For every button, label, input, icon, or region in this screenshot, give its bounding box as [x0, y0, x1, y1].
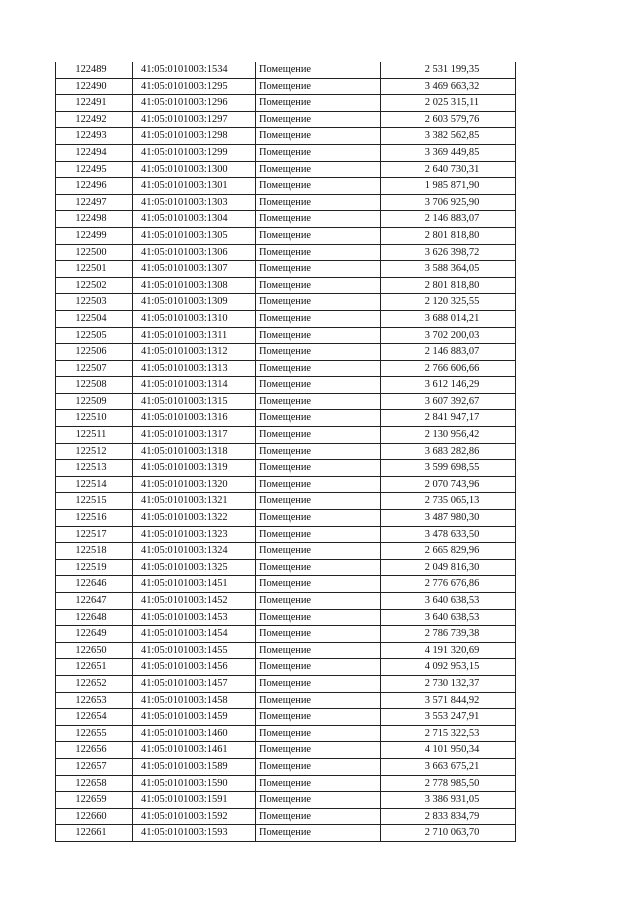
object-type-cell: Помещение [256, 443, 381, 460]
cadastral-number-cell: 41:05:0101003:1318 [133, 443, 256, 460]
cadastral-number-cell: 41:05:0101003:1456 [133, 659, 256, 676]
table-row [56, 559, 516, 576]
cadastral-number-cell: 41:05:0101003:1304 [133, 211, 256, 228]
cadastral-number-cell: 41:05:0101003:1452 [133, 593, 256, 610]
table-row [56, 294, 516, 311]
cadastral-value-cell: 3 382 562,85 [381, 128, 516, 145]
row-number-cell: 122493 [56, 128, 133, 145]
row-number-cell: 122496 [56, 178, 133, 195]
object-type-cell: Помещение [256, 675, 381, 692]
cadastral-number-cell: 41:05:0101003:1306 [133, 244, 256, 261]
table-row [56, 725, 516, 742]
object-type-cell: Помещение [256, 111, 381, 128]
table-row [56, 443, 516, 460]
row-number-cell: 122652 [56, 675, 133, 692]
object-type-cell: Помещение [256, 775, 381, 792]
table-row [56, 78, 516, 95]
object-type-cell: Помещение [256, 78, 381, 95]
table-row [56, 460, 516, 477]
cadastral-number-cell: 41:05:0101003:1321 [133, 493, 256, 510]
object-type-cell: Помещение [256, 825, 381, 842]
row-number-cell: 122514 [56, 476, 133, 493]
cadastral-value-cell: 2 710 063,70 [381, 825, 516, 842]
table-row [56, 593, 516, 610]
object-type-cell: Помещение [256, 808, 381, 825]
cadastral-number-cell: 41:05:0101003:1593 [133, 825, 256, 842]
cadastral-value-cell: 2 665 829,96 [381, 543, 516, 560]
object-type-cell: Помещение [256, 360, 381, 377]
table-row [56, 659, 516, 676]
cadastral-number-cell: 41:05:0101003:1312 [133, 344, 256, 361]
cadastral-number-cell: 41:05:0101003:1307 [133, 261, 256, 278]
object-type-cell: Помещение [256, 526, 381, 543]
row-number-cell: 122503 [56, 294, 133, 311]
table-row [56, 360, 516, 377]
object-type-cell: Помещение [256, 377, 381, 394]
row-number-cell: 122661 [56, 825, 133, 842]
table-row [56, 692, 516, 709]
object-type-cell: Помещение [256, 194, 381, 211]
cadastral-value-cell: 3 469 663,32 [381, 78, 516, 95]
table-row [56, 62, 516, 78]
cadastral-value-cell: 3 487 980,30 [381, 510, 516, 527]
table-row [56, 709, 516, 726]
row-number-cell: 122511 [56, 427, 133, 444]
cadastral-value-cell: 2 715 322,53 [381, 725, 516, 742]
cadastral-number-cell: 41:05:0101003:1309 [133, 294, 256, 311]
table-body [56, 62, 516, 841]
row-number-cell: 122648 [56, 609, 133, 626]
cadastral-number-cell: 41:05:0101003:1451 [133, 576, 256, 593]
cadastral-number-cell: 41:05:0101003:1460 [133, 725, 256, 742]
object-type-cell: Помещение [256, 227, 381, 244]
row-number-cell: 122651 [56, 659, 133, 676]
cadastral-number-cell: 41:05:0101003:1453 [133, 609, 256, 626]
row-number-cell: 122499 [56, 227, 133, 244]
table-row [56, 277, 516, 294]
table-row [56, 261, 516, 278]
row-number-cell: 122504 [56, 310, 133, 327]
table-row [56, 211, 516, 228]
row-number-cell: 122656 [56, 742, 133, 759]
table-row [56, 576, 516, 593]
cadastral-number-cell: 41:05:0101003:1315 [133, 393, 256, 410]
table-row [56, 244, 516, 261]
table-row [56, 178, 516, 195]
cadastral-number-cell: 41:05:0101003:1458 [133, 692, 256, 709]
row-number-cell: 122492 [56, 111, 133, 128]
cadastral-number-cell: 41:05:0101003:1323 [133, 526, 256, 543]
object-type-cell: Помещение [256, 460, 381, 477]
cadastral-number-cell: 41:05:0101003:1455 [133, 642, 256, 659]
table-row [56, 526, 516, 543]
object-type-cell: Помещение [256, 244, 381, 261]
table-row [56, 427, 516, 444]
row-number-cell: 122494 [56, 144, 133, 161]
row-number-cell: 122516 [56, 510, 133, 527]
cadastral-value-cell: 3 683 282,86 [381, 443, 516, 460]
row-number-cell: 122510 [56, 410, 133, 427]
cadastral-number-cell: 41:05:0101003:1534 [133, 62, 256, 78]
object-type-cell: Помещение [256, 211, 381, 228]
cadastral-value-cell: 4 191 320,69 [381, 642, 516, 659]
row-number-cell: 122489 [56, 62, 133, 78]
table-row [56, 410, 516, 427]
object-type-cell: Помещение [256, 62, 381, 78]
cadastral-value-cell: 2 841 947,17 [381, 410, 516, 427]
cadastral-value-cell: 2 833 834,79 [381, 808, 516, 825]
cadastral-value-cell: 3 612 146,29 [381, 377, 516, 394]
table-row [56, 194, 516, 211]
cadastral-value-cell: 2 801 818,80 [381, 277, 516, 294]
cadastral-value-cell: 3 571 844,92 [381, 692, 516, 709]
cadastral-number-cell: 41:05:0101003:1308 [133, 277, 256, 294]
table-row [56, 111, 516, 128]
object-type-cell: Помещение [256, 128, 381, 145]
object-type-cell: Помещение [256, 427, 381, 444]
table-row [56, 128, 516, 145]
cadastral-value-cell: 1 985 871,90 [381, 178, 516, 195]
object-type-cell: Помещение [256, 277, 381, 294]
row-number-cell: 122658 [56, 775, 133, 792]
table-row [56, 642, 516, 659]
cadastral-value-cell: 2 766 606,66 [381, 360, 516, 377]
cadastral-value-cell: 2 778 985,50 [381, 775, 516, 792]
object-type-cell: Помещение [256, 393, 381, 410]
table-row [56, 493, 516, 510]
table-row [56, 227, 516, 244]
cadastral-value-cell: 3 553 247,91 [381, 709, 516, 726]
cadastral-number-cell: 41:05:0101003:1295 [133, 78, 256, 95]
cadastral-value-cell: 3 640 638,53 [381, 609, 516, 626]
cadastral-number-cell: 41:05:0101003:1461 [133, 742, 256, 759]
row-number-cell: 122650 [56, 642, 133, 659]
cadastral-value-cell: 3 478 633,50 [381, 526, 516, 543]
table-row [56, 393, 516, 410]
cadastral-value-cell: 2 070 743,96 [381, 476, 516, 493]
cadastral-value-cell: 2 146 883,07 [381, 344, 516, 361]
row-number-cell: 122495 [56, 161, 133, 178]
cadastral-number-cell: 41:05:0101003:1303 [133, 194, 256, 211]
cadastral-value-cell: 3 706 925,90 [381, 194, 516, 211]
row-number-cell: 122505 [56, 327, 133, 344]
row-number-cell: 122647 [56, 593, 133, 610]
object-type-cell: Помещение [256, 725, 381, 742]
object-type-cell: Помещение [256, 476, 381, 493]
cadastral-number-cell: 41:05:0101003:1591 [133, 792, 256, 809]
cadastral-number-cell: 41:05:0101003:1305 [133, 227, 256, 244]
cadastral-value-cell: 3 588 364,05 [381, 261, 516, 278]
cadastral-number-cell: 41:05:0101003:1317 [133, 427, 256, 444]
table-row [56, 742, 516, 759]
row-number-cell: 122659 [56, 792, 133, 809]
object-type-cell: Помещение [256, 792, 381, 809]
object-type-cell: Помещение [256, 178, 381, 195]
row-number-cell: 122507 [56, 360, 133, 377]
row-number-cell: 122646 [56, 576, 133, 593]
cadastral-number-cell: 41:05:0101003:1590 [133, 775, 256, 792]
cadastral-value-cell: 4 101 950,34 [381, 742, 516, 759]
object-type-cell: Помещение [256, 742, 381, 759]
object-type-cell: Помещение [256, 609, 381, 626]
cadastral-value-cell: 3 702 200,03 [381, 327, 516, 344]
object-type-cell: Помещение [256, 758, 381, 775]
table-row [56, 758, 516, 775]
cadastral-number-cell: 41:05:0101003:1314 [133, 377, 256, 394]
object-type-cell: Помещение [256, 327, 381, 344]
row-number-cell: 122512 [56, 443, 133, 460]
row-number-cell: 122500 [56, 244, 133, 261]
row-number-cell: 122657 [56, 758, 133, 775]
table-row [56, 675, 516, 692]
table-row [56, 161, 516, 178]
cadastral-number-cell: 41:05:0101003:1320 [133, 476, 256, 493]
row-number-cell: 122518 [56, 543, 133, 560]
object-type-cell: Помещение [256, 709, 381, 726]
object-type-cell: Помещение [256, 493, 381, 510]
object-type-cell: Помещение [256, 659, 381, 676]
object-type-cell: Помещение [256, 344, 381, 361]
row-number-cell: 122653 [56, 692, 133, 709]
table-row [56, 327, 516, 344]
cadastral-number-cell: 41:05:0101003:1454 [133, 626, 256, 643]
row-number-cell: 122506 [56, 344, 133, 361]
row-number-cell: 122649 [56, 626, 133, 643]
cadastral-number-cell: 41:05:0101003:1298 [133, 128, 256, 145]
table-row [56, 543, 516, 560]
cadastral-value-cell: 2 735 065,13 [381, 493, 516, 510]
cadastral-value-cell: 4 092 953,15 [381, 659, 516, 676]
cadastral-number-cell: 41:05:0101003:1457 [133, 675, 256, 692]
object-type-cell: Помещение [256, 144, 381, 161]
cadastral-value-cell: 3 369 449,85 [381, 144, 516, 161]
cadastral-value-cell: 3 607 392,67 [381, 393, 516, 410]
cadastral-value-cell: 3 640 638,53 [381, 593, 516, 610]
cadastral-value-cell: 2 603 579,76 [381, 111, 516, 128]
row-number-cell: 122517 [56, 526, 133, 543]
object-type-cell: Помещение [256, 692, 381, 709]
cadastral-number-cell: 41:05:0101003:1300 [133, 161, 256, 178]
cadastral-value-cell: 3 386 931,05 [381, 792, 516, 809]
table-row [56, 510, 516, 527]
object-type-cell: Помещение [256, 559, 381, 576]
table-row [56, 792, 516, 809]
object-type-cell: Помещение [256, 294, 381, 311]
table-row [56, 344, 516, 361]
object-type-cell: Помещение [256, 410, 381, 427]
table-row [56, 144, 516, 161]
row-number-cell: 122509 [56, 393, 133, 410]
row-number-cell: 122508 [56, 377, 133, 394]
cadastral-number-cell: 41:05:0101003:1589 [133, 758, 256, 775]
cadastral-value-cell: 2 146 883,07 [381, 211, 516, 228]
object-type-cell: Помещение [256, 95, 381, 112]
object-type-cell: Помещение [256, 310, 381, 327]
table-row [56, 310, 516, 327]
object-type-cell: Помещение [256, 642, 381, 659]
table-row [56, 775, 516, 792]
cadastral-value-cell: 2 120 325,55 [381, 294, 516, 311]
cadastral-number-cell: 41:05:0101003:1297 [133, 111, 256, 128]
cadastral-value-cell: 2 130 956,42 [381, 427, 516, 444]
cadastral-value-cell: 2 049 816,30 [381, 559, 516, 576]
cadastral-number-cell: 41:05:0101003:1325 [133, 559, 256, 576]
cadastral-number-cell: 41:05:0101003:1301 [133, 178, 256, 195]
table-row [56, 609, 516, 626]
object-type-cell: Помещение [256, 261, 381, 278]
row-number-cell: 122491 [56, 95, 133, 112]
cadastral-value-cell: 2 531 199,35 [381, 62, 516, 78]
cadastral-value-cell: 2 801 818,80 [381, 227, 516, 244]
row-number-cell: 122660 [56, 808, 133, 825]
cadastral-number-cell: 41:05:0101003:1592 [133, 808, 256, 825]
cadastral-number-cell: 41:05:0101003:1296 [133, 95, 256, 112]
object-type-cell: Помещение [256, 593, 381, 610]
cadastral-value-cell: 2 786 739,38 [381, 626, 516, 643]
cadastral-number-cell: 41:05:0101003:1299 [133, 144, 256, 161]
cadastral-number-cell: 41:05:0101003:1459 [133, 709, 256, 726]
cadastral-number-cell: 41:05:0101003:1310 [133, 310, 256, 327]
row-number-cell: 122498 [56, 211, 133, 228]
cadastral-value-cell: 3 688 014,21 [381, 310, 516, 327]
table-row [56, 825, 516, 842]
cadastral-value-cell: 2 730 132,37 [381, 675, 516, 692]
row-number-cell: 122490 [56, 78, 133, 95]
table-row [56, 808, 516, 825]
row-number-cell: 122515 [56, 493, 133, 510]
cadastral-value-cell: 3 663 675,21 [381, 758, 516, 775]
row-number-cell: 122654 [56, 709, 133, 726]
row-number-cell: 122513 [56, 460, 133, 477]
table-row [56, 476, 516, 493]
cadastral-value-table [55, 62, 516, 842]
table-row [56, 377, 516, 394]
table-row [56, 95, 516, 112]
cadastral-number-cell: 41:05:0101003:1316 [133, 410, 256, 427]
cadastral-value-cell: 2 640 730,31 [381, 161, 516, 178]
row-number-cell: 122502 [56, 277, 133, 294]
object-type-cell: Помещение [256, 543, 381, 560]
row-number-cell: 122519 [56, 559, 133, 576]
cadastral-value-cell: 3 599 698,55 [381, 460, 516, 477]
cadastral-value-cell: 2 025 315,11 [381, 95, 516, 112]
object-type-cell: Помещение [256, 510, 381, 527]
cadastral-value-cell: 3 626 398,72 [381, 244, 516, 261]
cadastral-number-cell: 41:05:0101003:1319 [133, 460, 256, 477]
object-type-cell: Помещение [256, 576, 381, 593]
cadastral-number-cell: 41:05:0101003:1324 [133, 543, 256, 560]
row-number-cell: 122497 [56, 194, 133, 211]
object-type-cell: Помещение [256, 161, 381, 178]
object-type-cell: Помещение [256, 626, 381, 643]
cadastral-value-cell: 2 776 676,86 [381, 576, 516, 593]
row-number-cell: 122655 [56, 725, 133, 742]
cadastral-number-cell: 41:05:0101003:1322 [133, 510, 256, 527]
table-row [56, 626, 516, 643]
cadastral-number-cell: 41:05:0101003:1313 [133, 360, 256, 377]
row-number-cell: 122501 [56, 261, 133, 278]
cadastral-number-cell: 41:05:0101003:1311 [133, 327, 256, 344]
